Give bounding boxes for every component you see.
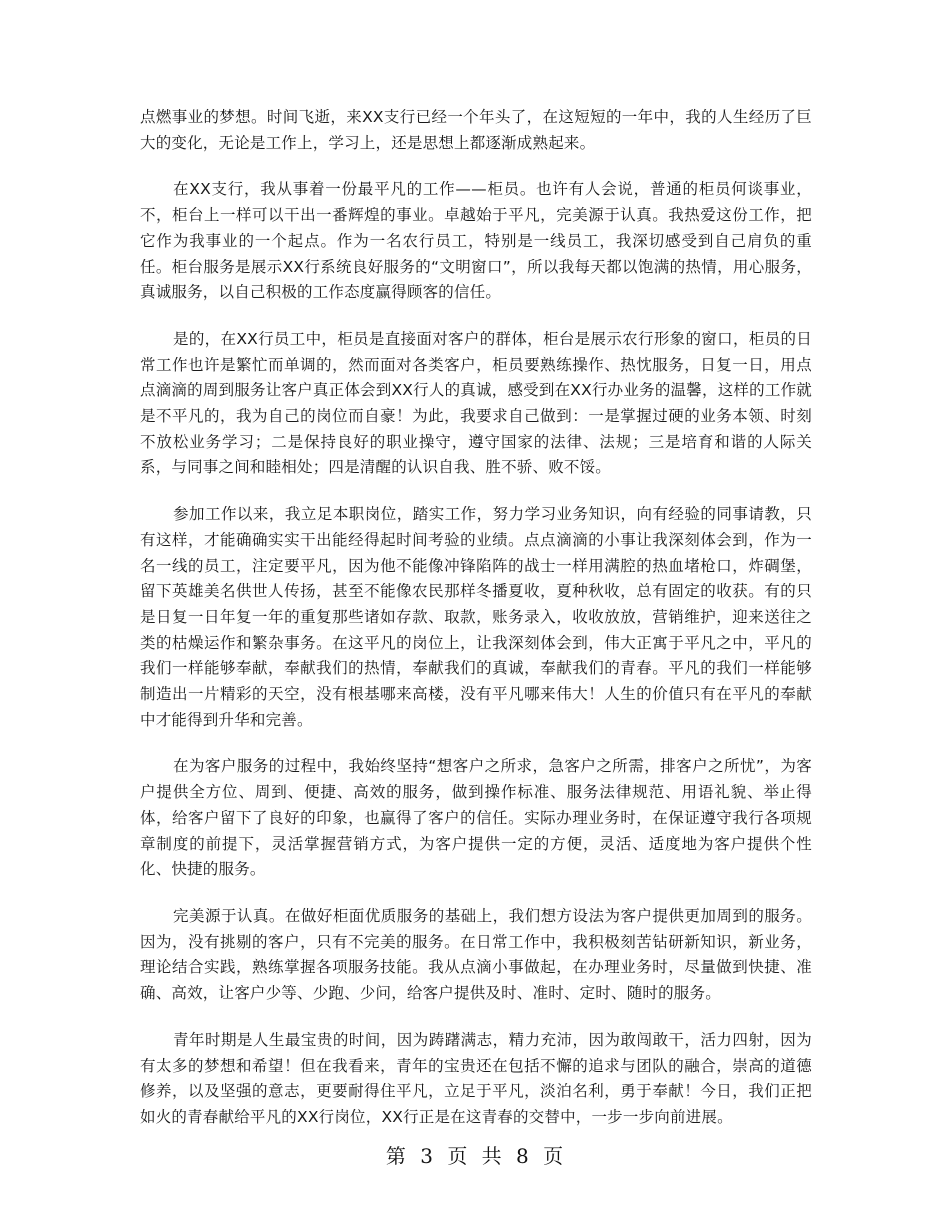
paragraph-2: 在XX支行，我从事着一份最平凡的工作——柜员。也许有人会说，普通的柜员何谈事业，不，柜台上一样可以干出一番辉煌的事业。卓越始于平凡，完美源于认真。我热爱这份工作，把它作为我事业的一个起点。作为一名农行员工，特别是一线员工，我深切感受到自己肩负的重任。柜台服务是展示XX行系统良好服务的“文明窗口”，所以我每天都以饱满的热情，用心服务，真诚服务，以自己积极的工作态度赢得顾客的信任。 [140,180,812,302]
paragraph-7: 青年时期是人生最宝贵的时间，因为踌躇满志，精力充沛，因为敢闯敢干，活力四射，因为有太多的梦想和希望！但在我看来，青年的宝贵还在包括不懈的追求与团队的融合，崇高的道德修养，以及坚强的意志，更要耐得住平凡，立足于平凡，淡泊名利，勇于奉献！今日，我们正把如火的青春献给平凡的XX行岗位，XX行正是在这青春的交替中，一步一步向前进展。 [140,1030,812,1126]
page-number-footer [0,1140,950,1169]
paragraph-3: 是的，在XX行员工中，柜员是直接面对客户的群体，柜台是展示农行形象的窗口，柜员的日常工作也许是繁忙而单调的，然而面对各类客户，柜员要熟练操作、热忱服务，日复一日，用点点滴滴的周到服务让客户真正体会到XX行人的真诚，感受到在XX行办业务的温馨，这样的工作就是不平凡的，我为自己的岗位而自豪！为此，我要求自己做到：一是掌握过硬的业务本领、时刻不放松业务学习；二是保持良好的职业操守，遵守国家的法律、法规；三是培育和谐的人际关系，与同事之间和睦相处；四是清醒的认识自我、胜不骄、败不馁。 [140,329,812,477]
paragraph-5: 在为客户服务的过程中，我始终坚持“想客户之所求，急客户之所需，排客户之所忧”，为客户提供全方位、周到、便捷、高效的服务，做到操作标准、服务法律规范、用语礼貌、举止得体，给客户留下了良好的印象，也赢得了客户的信任。实际办理业务时，在保证遵守我行各项规章制度的前提下，灵活掌握营销方式，为客户提供一定的方便，灵活、适度地为客户提供个性化、快捷的服务。 [140,757,812,879]
footer-word-ye-2: 页 [543,1144,565,1168]
paragraph-1: 点燃事业的梦想。时间飞逝，来XX支行已经一个年头了，在这短短的一年中，我的人生经历了巨大的变化，无论是工作上，学习上，还是思想上都逐渐成熟起来。 [140,108,812,152]
footer-total-pages: 8 [516,1144,530,1168]
paragraph-4: 参加工作以来，我立足本职岗位，踏实工作，努力学习业务知识，向有经验的同事请教，只有这样，才能确确实实干出能经得起时间考验的业绩。点点滴滴的小事让我深刻体会到，作为一名一线的员工，注定要平凡，因为他不能像冲锋陷阵的战士一样用满腔的热血堵枪口，炸碉堡，留下英雄美名供世人传扬，甚至不能像农民那样冬播夏收，夏种秋收，总有固定的收获。有的只是日复一日年复一年的重复那些诸如存款、取款，账务录入，收收放放，营销维护，迎来送往之类的枯燥运作和繁杂事务。在这平凡的岗位上，让我深刻体会到，伟大正寓于平凡之中，平凡的我们一样能够奉献，奉献我们的热情，奉献我们的真诚，奉献我们的青春。平凡的我们一样能够制造出一片精彩的天空，没有根基哪来高楼，没有平凡哪来伟大！人生的价值只有在平凡的奉献中才能得到升华和完善。 [140,505,812,729]
footer-current-page: 3 [420,1144,434,1168]
footer-word-gong: 共 [481,1144,503,1168]
footer-word-ye: 页 [447,1144,469,1168]
footer-word-di: 第 [385,1144,407,1168]
paragraph-6: 完美源于认真。在做好柜面优质服务的基础上，我们想方设法为客户提供更加周到的服务。因为，没有挑剔的客户，只有不完美的服务。在日常工作中，我积极刻苦钻研新知识，新业务，理论结合实践，熟练掌握各项服务技能。我从点滴小事做起，在办理业务时，尽量做到快捷、准确、高效，让客户少等、少跑、少问，给客户提供及时、准时、定时、随时的服务。 [140,906,812,1003]
body-text [140,105,812,1152]
